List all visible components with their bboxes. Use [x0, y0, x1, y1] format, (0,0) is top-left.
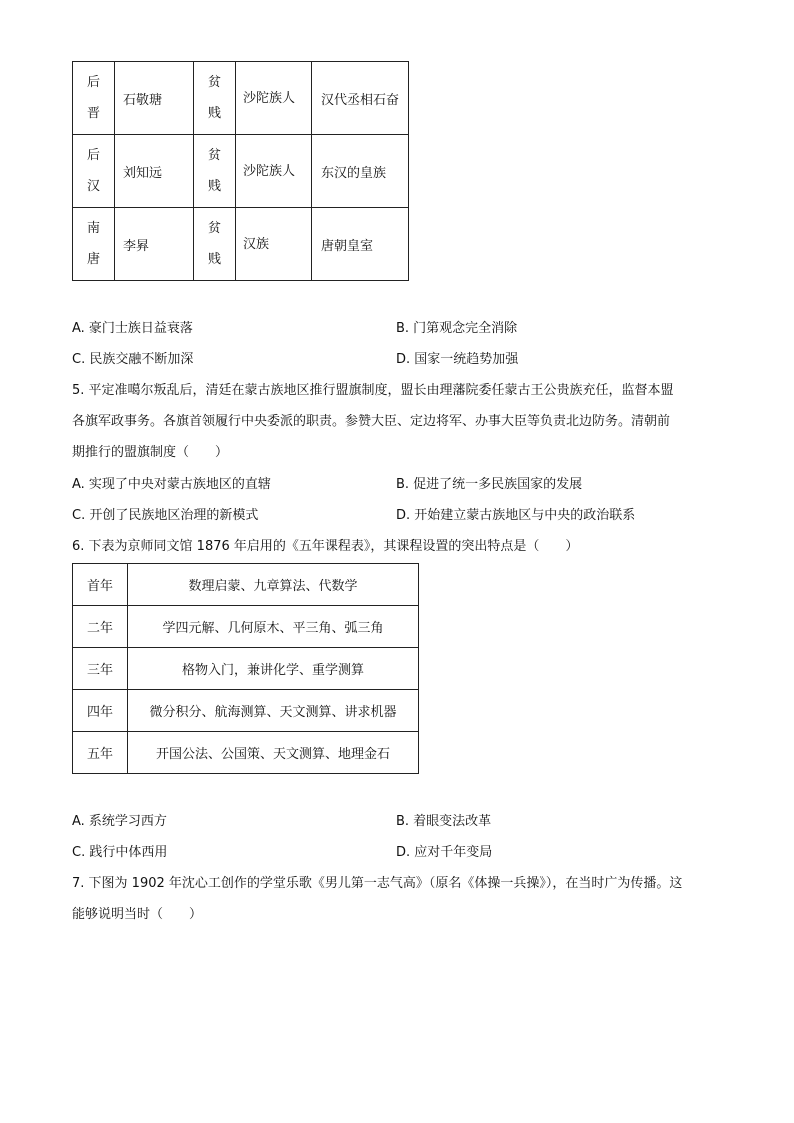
q5-option-c[interactable]: C. 开创了民族地区治理的新模式: [72, 508, 259, 523]
dynasty-cell: 南唐: [86, 221, 100, 267]
courses-cell: 开国公法、公国策、天文测算、地理金石: [128, 732, 419, 774]
q6-stem: 6. 下表为京师同文馆 1876 年启用的《五年课程表》，其课程设置的突出特点是（ ）: [72, 539, 579, 554]
table-row: [73, 208, 409, 281]
ethnicity-cell: 沙陀族人: [243, 90, 296, 106]
curriculum-table: [72, 563, 419, 774]
year-cell: 二年: [73, 606, 128, 648]
q5-stem-line1: 5. 平定准噶尔叛乱后，清廷在蒙古族地区推行盟旗制度，盟长由理藩院委任蒙古王公贵族充任，监督本盟: [72, 383, 674, 398]
courses-cell: 格物入门，兼讲化学、重学测算: [128, 648, 419, 690]
founder-cell: 李昪: [115, 208, 194, 281]
dynasty-cell: 后汉: [86, 148, 100, 194]
claim-cell: 东汉的皇族: [312, 135, 409, 208]
year-cell: 四年: [73, 690, 128, 732]
table-row: [73, 135, 409, 208]
courses-cell: 微分积分、航海测算、天文测算、讲求机器: [128, 690, 419, 732]
table-row: [73, 648, 419, 690]
courses-cell: 数理启蒙、九章算法、代数学: [128, 564, 419, 606]
table-row: [73, 62, 409, 135]
q4-option-c[interactable]: C. 民族交融不断加深: [72, 352, 194, 367]
q6-option-a[interactable]: A. 系统学习西方: [72, 814, 167, 829]
table-row: [73, 690, 419, 732]
ethnicity-cell: 沙陀族人: [243, 163, 296, 179]
q7-stem-line2: 能够说明当时（ ）: [72, 907, 203, 922]
q5-option-d[interactable]: D. 开始建立蒙古族地区与中央的政治联系: [396, 508, 636, 523]
q4-option-d[interactable]: D. 国家一统趋势加强: [396, 352, 519, 367]
year-cell: 五年: [73, 732, 128, 774]
ethnicity-cell: 汉族: [243, 236, 270, 252]
status-cell: 贫贱: [207, 148, 221, 194]
year-cell: 三年: [73, 648, 128, 690]
table-row: [73, 564, 419, 606]
status-cell: 贫贱: [207, 75, 221, 121]
table-row: [73, 732, 419, 774]
q7-stem-line1: 7. 下图为 1902 年沈心工创作的学堂乐歌《男儿第一志气高》（原名《体操一兵操》），在当时广为传播。这: [72, 876, 683, 891]
q5-option-a[interactable]: A. 实现了中央对蒙古族地区的直辖: [72, 477, 271, 492]
status-cell: 贫贱: [207, 221, 221, 267]
q6-option-c[interactable]: C. 践行中体西用: [72, 845, 168, 860]
q6-option-b[interactable]: B. 着眼变法改革: [396, 814, 492, 829]
year-cell: 首年: [73, 564, 128, 606]
founder-cell: 石敬瑭: [115, 62, 194, 135]
q4-option-b[interactable]: B. 门第观念完全消除: [396, 321, 518, 336]
q5-option-b[interactable]: B. 促进了统一多民族国家的发展: [396, 477, 583, 492]
claim-cell: 汉代丞相石奋: [312, 62, 409, 135]
courses-cell: 学四元解、几何原木、平三角、弧三角: [128, 606, 419, 648]
q4-option-a[interactable]: A. 豪门士族日益衰落: [72, 321, 193, 336]
q6-option-d[interactable]: D. 应对千年变局: [396, 845, 493, 860]
q5-stem-line3: 期推行的盟旗制度（ ）: [72, 445, 229, 460]
claim-cell: 唐朝皇室: [312, 208, 409, 281]
q5-stem-line2: 各旗军政事务。各旗首领履行中央委派的职责。参赞大臣、定边将军、办事大臣等负责北边防务。清朝前: [72, 414, 671, 429]
dynasty-founders-table: [72, 61, 409, 281]
table-row: [73, 606, 419, 648]
founder-cell: 刘知远: [115, 135, 194, 208]
dynasty-cell: 后晋: [86, 75, 100, 121]
